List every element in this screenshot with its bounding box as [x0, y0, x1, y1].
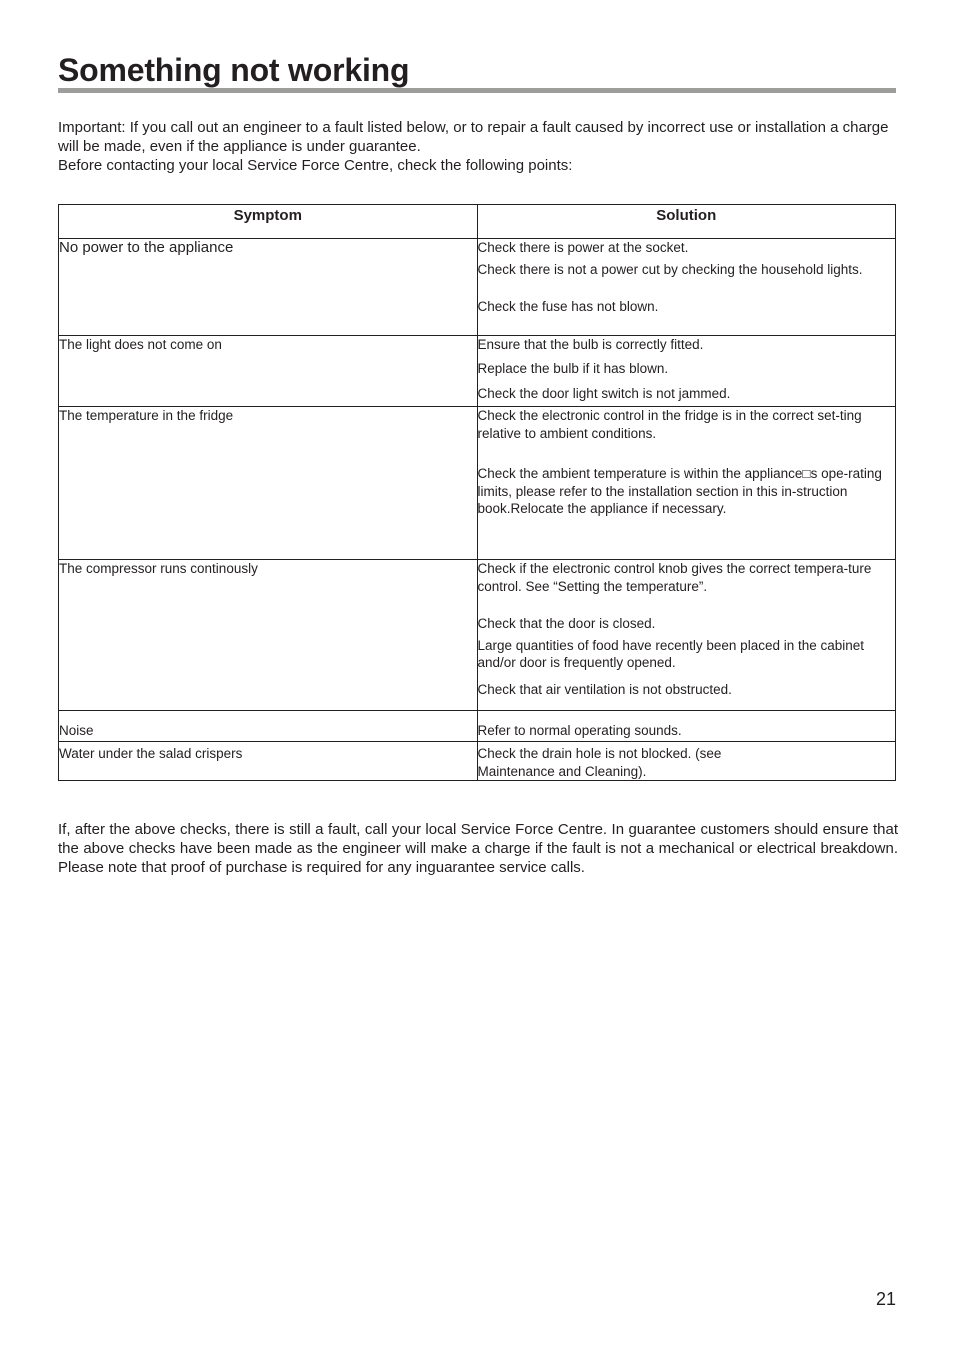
table-row	[59, 711, 896, 742]
solution-cell	[477, 407, 896, 560]
table-row	[59, 560, 896, 711]
solution-item: Check the door light switch is not jammed.	[477, 386, 731, 401]
solution-item: Check the drain hole is not blocked. (see Maintenance and Cleaning).	[477, 746, 722, 779]
solution-column-header: Solution	[477, 205, 896, 239]
symptom-cell: The temperature in the fridge	[59, 407, 478, 560]
solution-item: Large quantities of food have recently been placed in the cabinet and/or door is frequently opened.	[477, 637, 865, 670]
solution-item: Ensure that the bulb is correctly fitted.	[477, 337, 704, 352]
solution-item: Check that air ventilation is not obstructed.	[477, 681, 732, 697]
solution-item: Check the fuse has not blown.	[477, 299, 659, 314]
troubleshooting-table	[58, 204, 896, 781]
solution-item: Replace the bulb if it has blown.	[477, 360, 669, 376]
intro-text	[58, 118, 898, 175]
page-number: 21	[875, 1289, 896, 1309]
table-row	[59, 742, 896, 781]
table-row	[59, 407, 896, 560]
symptom-cell: Water under the salad crispers	[59, 742, 478, 781]
solution-cell	[477, 560, 896, 711]
symptom-column-header: Symptom	[59, 205, 478, 239]
symptom-cell: The light does not come on	[59, 336, 478, 407]
solution-item: Check the electronic control in the fridge is in the correct set-ting relative to ambient conditions.	[477, 408, 862, 441]
solution-item: Check the ambient temperature is within the appliance□s ope-rating limits, please refer to the installation section in this in-struction book.Relocate the appliance if necessary.	[477, 466, 882, 516]
symptom-cell: The compressor runs continously	[59, 560, 478, 711]
intro-paragraph-check: Before contacting your local Service Force Centre, check the following points:	[58, 157, 573, 174]
solution-cell	[477, 336, 896, 407]
outro-text: If, after the above checks, there is still a fault, call your local Service Force Centre. In guarantee customers should ensure that the above checks have been made as the engineer will make a charge if the fault is not a mechanical or electrical breakdown. Please note that proof of purchase is required for any inguarantee service calls.	[58, 821, 898, 876]
solution-item: Check there is not a power cut by checking the household lights.	[477, 261, 863, 277]
solution-item: Check that the door is closed.	[477, 616, 656, 631]
solution-item: Check there is power at the socket.	[477, 240, 689, 255]
solution-item: Check if the electronic control knob gives the correct tempera-ture control. See “Setting the temperature”.	[477, 561, 872, 594]
symptom-cell: No power to the appliance	[59, 239, 478, 336]
table-header-row	[59, 205, 896, 239]
table-row	[59, 336, 896, 407]
table-row	[59, 239, 896, 336]
title-underline	[58, 88, 896, 93]
intro-paragraph-important: Important: If you call out an engineer to a fault listed below, or to repair a fault caused by incorrect use or installation a charge will be made, even if the appliance is under guarantee.	[58, 119, 889, 155]
solution-cell	[477, 711, 896, 742]
solution-item: Refer to normal operating sounds.	[477, 722, 682, 738]
solution-cell	[477, 239, 896, 336]
solution-cell	[477, 742, 896, 781]
page-title: Something not working	[58, 52, 410, 88]
symptom-cell: Noise	[59, 711, 478, 742]
